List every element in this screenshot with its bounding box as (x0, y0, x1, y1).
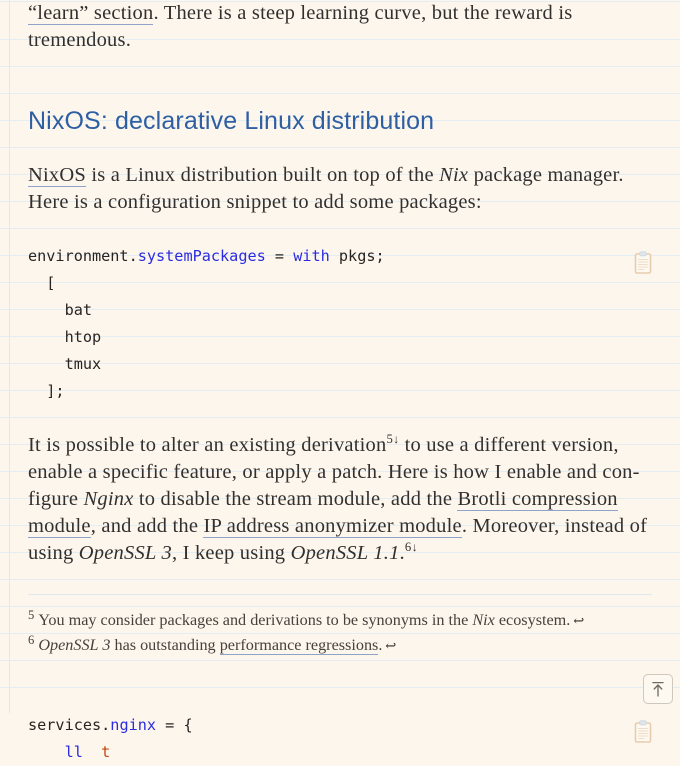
code-token: with (293, 247, 330, 265)
section-intro-text-1: is a Linux distribution built on top of the (85, 164, 440, 186)
code-token: ll (64, 743, 83, 761)
clipboard-copy-icon[interactable] (633, 720, 653, 744)
footnote-ref-6-number: 6 (404, 540, 412, 555)
scroll-to-top-button[interactable] (643, 674, 673, 704)
footnote-5-number: 5 (28, 607, 35, 622)
code-token: [ (28, 274, 56, 292)
footnote-5-backref-icon[interactable]: ↩ (573, 613, 585, 628)
learn-section-link[interactable]: “learn” section (28, 2, 154, 24)
footnote-ref-5[interactable] (386, 432, 399, 446)
openssl3-emphasis: OpenSSL 3 (78, 542, 172, 564)
code-token: ]; (28, 382, 65, 400)
spacer (28, 54, 652, 108)
section-intro-paragraph (28, 162, 652, 216)
clipboard-copy-icon[interactable] (633, 251, 653, 275)
openssl11-emphasis: OpenSSL 1.1 (290, 542, 400, 564)
section-intro-text-2: package manager. Here is a configuration snippet to add some packages: (28, 164, 624, 213)
ip-anonymizer-link[interactable]: IP address anonymizer module (203, 515, 462, 537)
footnote-5 (28, 608, 652, 633)
spacer (28, 216, 652, 243)
footnote-6-number: 6 (28, 632, 35, 647)
footnote-6 (28, 633, 652, 658)
nginx-emphasis: Nginx (83, 488, 134, 510)
spacer (28, 595, 652, 608)
footnote-5-emphasis: Nix (472, 611, 495, 629)
footnote-5-text-1: You may consider packages and derivations to be synonyms in the (38, 611, 473, 629)
code-token: systemPackages (137, 247, 266, 265)
footnote-ref-5-arrow: ↓ (393, 432, 400, 447)
code-token: services. (28, 716, 111, 734)
footnote-6-backref-icon[interactable]: ↩ (385, 638, 397, 653)
footnote-6-text-1: has outstanding (110, 636, 220, 654)
spacer (28, 567, 652, 594)
body-paragraph (28, 432, 652, 567)
code-block-packages (28, 243, 652, 405)
code-token: pkgs; (329, 247, 385, 265)
body-text-6: , I keep using (171, 542, 291, 564)
footnote-6-emphasis: OpenSSL 3 (38, 636, 111, 654)
code-token (83, 743, 101, 761)
code-token: nginx (110, 716, 157, 734)
body-text-4: , and add the (90, 515, 204, 537)
nix-emphasis: Nix (439, 164, 469, 186)
footnote-5-text-2: ecosystem. (494, 611, 571, 629)
footnote-ref-5-number: 5 (386, 432, 393, 447)
spacer (28, 135, 652, 162)
footnote-6-text-2: . (378, 636, 383, 654)
body-text-5: . Moreover, instead of using (28, 515, 648, 564)
body-text-3: to disable the stream module, add the (133, 488, 458, 510)
code-token: tmux (28, 355, 102, 373)
code-block-nginx (28, 712, 652, 766)
performance-regressions-link[interactable]: performance regressions (219, 636, 379, 654)
code-token: environment. (28, 247, 138, 265)
code-token (28, 743, 65, 761)
spacer (28, 405, 652, 432)
body-text-7: . (399, 542, 405, 564)
intro-paragraph (28, 0, 652, 54)
brotli-module-link[interactable]: Brotli compression module (28, 488, 618, 537)
body-text-2: to use a different version, enable a specific feature, or apply a patch. Here is how I enable and configure (28, 434, 640, 510)
code-token: bat (28, 301, 93, 319)
arrow-to-top-icon (649, 680, 667, 698)
code-token: t (101, 743, 111, 761)
code-token: = { (156, 716, 193, 734)
code-token: htop (28, 328, 102, 346)
footnote-ref-6[interactable] (405, 540, 418, 554)
body-text-1: It is possible to alter an existing derivation (28, 434, 387, 456)
code-token: = (265, 247, 294, 265)
page-title: NixOS: declarative Linux distribution (28, 107, 435, 135)
footnote-ref-6-arrow: ↓ (411, 540, 418, 555)
nixos-link[interactable]: NixOS (28, 164, 86, 186)
spacer (28, 658, 652, 712)
intro-paragraph-text: . There is a steep learning curve, but the reward is tremendous. (28, 2, 573, 51)
